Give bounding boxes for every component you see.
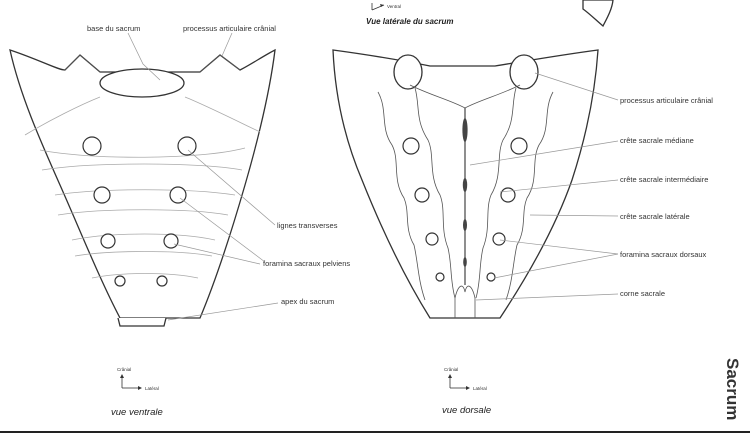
dorsal-orient-lateral: Latéral: [473, 386, 487, 391]
dorsal-processus-left: [394, 55, 422, 89]
label-base-du-sacrum: base du sacrum: [87, 24, 141, 33]
ventral-orient-cranial: Crânial: [117, 367, 132, 372]
ventral-view: [10, 24, 350, 418]
label-foramina-pelviens: foramina sacraux pelviens: [263, 259, 351, 268]
lateral-view: [366, 0, 613, 26]
dorsal-caption: vue dorsale: [442, 405, 492, 416]
label-ventral-processus: processus articulaire crânial: [183, 24, 276, 33]
label-foramina-dorsaux: foramina sacraux dorsaux: [620, 250, 707, 259]
ventral-caption: vue ventrale: [111, 407, 163, 418]
label-crete-mediane: crête sacrale médiane: [620, 136, 694, 145]
dorsal-orient-cranial: Crânial: [444, 367, 459, 372]
ventral-orient-lateral: Latéral: [145, 386, 159, 391]
page-title: Sacrum: [723, 358, 742, 421]
ventral-orientation-arrows: [117, 367, 159, 391]
lateral-sacrum-fragment: [583, 0, 613, 26]
dorsal-orientation-arrows: [444, 367, 487, 391]
label-crete-intermediaire: crête sacrale intermédiaire: [620, 175, 709, 184]
ventral-apex: [118, 318, 166, 326]
dorsal-processus-right: [510, 55, 538, 89]
label-dorsal-processus: processus articulaire crânial: [620, 96, 713, 105]
label-lignes-transverses: lignes transverses: [277, 221, 338, 230]
lateral-orientation-arrows: [372, 3, 401, 10]
lateral-caption: Vue latérale du sacrum: [366, 17, 454, 26]
dorsal-view: [333, 50, 713, 416]
label-crete-laterale: crête sacrale latérale: [620, 212, 690, 221]
label-corne-sacrale: corne sacrale: [620, 289, 666, 298]
lateral-orient-ventral: Ventral: [387, 4, 402, 9]
label-apex: apex du sacrum: [281, 297, 335, 306]
ventral-base-oval: [100, 69, 184, 97]
